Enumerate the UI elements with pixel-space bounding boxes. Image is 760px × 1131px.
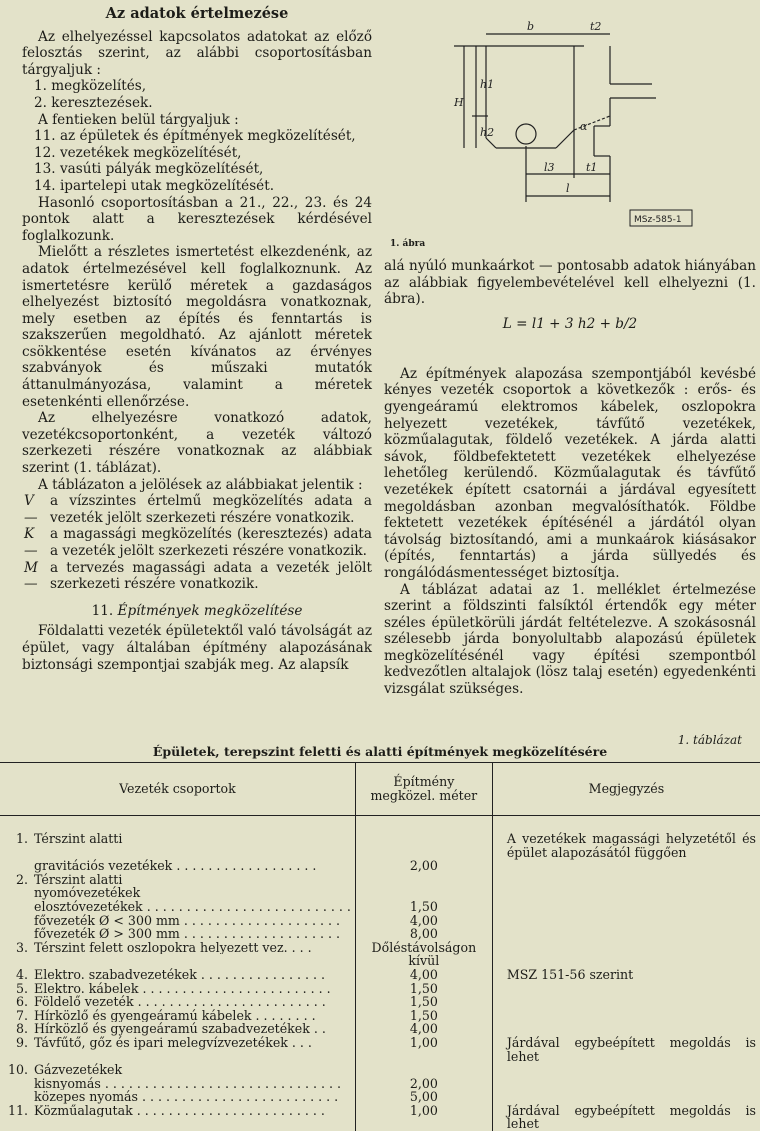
list-item: 12. vezetékek megközelítését, xyxy=(22,145,372,162)
label-alpha: α xyxy=(580,120,588,133)
row-number: 6. xyxy=(4,995,34,1009)
row-label-cell xyxy=(0,1090,355,1104)
figure-caption: 1. ábra xyxy=(390,236,425,253)
row-value: 5,00 xyxy=(355,1090,492,1104)
subsection-heading xyxy=(22,603,372,620)
row-value: 1,50 xyxy=(355,1009,492,1023)
row-label-cell xyxy=(0,886,355,900)
row-number: 4. xyxy=(4,968,34,982)
row-note xyxy=(492,995,760,1009)
figure-1 xyxy=(384,6,756,258)
row-label: Térszint alatti xyxy=(34,873,351,887)
row-number xyxy=(4,1090,34,1104)
table-caption: 1. táblázat xyxy=(678,733,742,747)
definition-item xyxy=(22,493,372,526)
row-note xyxy=(492,1022,760,1036)
paragraph: Az elhelyezéssel kapcsolatos adatokat az előző felosztás szerint, az alábbi csoportosításban tárgyaljuk : xyxy=(22,29,372,79)
row-number xyxy=(4,1077,34,1091)
row-note xyxy=(492,941,760,968)
list-item: 2. keresztezések. xyxy=(22,95,372,112)
paragraph: A fentieken belül tárgyaljuk : xyxy=(22,112,372,129)
row-value: 4,00 xyxy=(355,1022,492,1036)
table-row xyxy=(0,1036,760,1063)
row-number: 9. xyxy=(4,1036,34,1050)
table-header-row xyxy=(0,763,760,816)
row-value: 2,00 xyxy=(355,859,492,873)
table-title: Épületek, terepszint feletti és alatti építmények megközelítésére xyxy=(0,744,760,759)
paragraph: Az építmények alapozása szempontjából kevésbé kényes vezeték csoportok a következők : erős- és gyengeáramú elektromos kábelek, oszlopokra helyezett vezetékek, távfűtő vezetékek, közműalagutak, földelő vezetékek. A járda alatti sávok, földbefektetett vezetékek elhelyezése lehetőleg kerülendő. Közműalagutak és távfűtő vezetékek épített csatornái a járdával egyesített megoldásban azonban megvalósíthatók. Földbe fektetett vezetékek építésénél a járdától olyan távolság biztosítandó, ami a munkaárok kiásásakor (építés, fenntartás) a járda süllyedés és rongálódásmentességet biztosítja. xyxy=(384,366,756,582)
row-label-cell xyxy=(0,1036,355,1063)
table-row xyxy=(0,927,760,941)
definition-text: a vízszintes értelmű megközelítés adata a vezeték jelölt szerkezeti részére vonatkozik. xyxy=(50,493,372,526)
row-number: 1. xyxy=(4,832,34,846)
row-label: Földelő vezeték . . . . . . . . . . . . . . . . . . . . . . . . xyxy=(34,995,351,1009)
row-note xyxy=(492,873,760,887)
row-value: 8,00 xyxy=(355,927,492,941)
row-label: Elektro. kábelek . . . . . . . . . . . . . . . . . . . . . . . . xyxy=(34,982,351,996)
row-label: elosztóvezetékek . . . . . . . . . . . . . . . . . . . . . . . . . . xyxy=(34,900,351,914)
row-label-cell xyxy=(0,995,355,1009)
table-row xyxy=(0,1090,760,1104)
row-label-cell xyxy=(0,816,355,860)
row-value: 1,50 xyxy=(355,995,492,1009)
definition-symbol: M — xyxy=(22,560,50,593)
row-label: Hírközlő és gyengeáramú szabadvezetékek . . xyxy=(34,1022,351,1036)
table-row xyxy=(0,1022,760,1036)
row-value: 1,00 xyxy=(355,1036,492,1063)
row-label: közepes nyomás . . . . . . . . . . . . . . . . . . . . . . . . . xyxy=(34,1090,351,1104)
section-heading: Az adatok értelmezése xyxy=(22,6,372,23)
row-label: Térszint felett oszlopokra helyezett vez. . . . xyxy=(34,941,351,955)
row-label-cell xyxy=(0,1063,355,1077)
table-row xyxy=(0,982,760,996)
label-t1: t1 xyxy=(586,161,597,174)
row-note xyxy=(492,859,760,873)
row-note: A vezetékek magassági helyzetétől és épület alapozásától függően xyxy=(492,816,760,860)
row-number xyxy=(4,927,34,941)
row-note xyxy=(492,1090,760,1104)
label-H: H xyxy=(453,96,464,109)
row-number: 11. xyxy=(4,1104,34,1118)
left-column xyxy=(22,6,372,673)
row-value: 1,50 xyxy=(355,900,492,914)
formula xyxy=(384,316,756,356)
row-note: MSZ 151-56 szerint xyxy=(492,968,760,982)
row-note xyxy=(492,1077,760,1091)
row-number: 3. xyxy=(4,941,34,955)
table-row xyxy=(0,816,760,860)
row-label-cell xyxy=(0,1022,355,1036)
subsection-number: 11. xyxy=(92,603,114,619)
table-row xyxy=(0,1104,760,1131)
row-value xyxy=(355,873,492,887)
row-note xyxy=(492,1009,760,1023)
table-row xyxy=(0,941,760,968)
row-label: Távfűtő, gőz és ipari melegvízvezetékek . . . xyxy=(34,1036,351,1050)
row-number: 2. xyxy=(4,873,34,887)
column-header: Megjegyzés xyxy=(492,763,760,816)
column-header: Építmény megközel. méter xyxy=(355,763,492,816)
row-label: Gázvezetékek xyxy=(34,1063,351,1077)
row-label: Elektro. szabadvezetékek . . . . . . . . . . . . . . . . xyxy=(34,968,351,982)
row-label: kisnyomás . . . . . . . . . . . . . . . . . . . . . . . . . . . . . . xyxy=(34,1077,351,1091)
row-number: 10. xyxy=(4,1063,34,1077)
table-row xyxy=(0,1077,760,1091)
right-column xyxy=(384,6,756,698)
list-item: 1. megközelítés, xyxy=(22,78,372,95)
row-value: 1,50 xyxy=(355,982,492,996)
label-b: b xyxy=(527,20,534,33)
row-value xyxy=(355,1063,492,1077)
data-table xyxy=(0,762,760,1131)
row-label: Hírközlő és gyengeáramú kábelek . . . . . . . . xyxy=(34,1009,351,1023)
table-row xyxy=(0,1063,760,1077)
row-label-cell xyxy=(0,927,355,941)
row-note xyxy=(492,900,760,914)
label-l3: l3 xyxy=(544,161,555,174)
row-label-cell xyxy=(0,873,355,887)
row-label: fővezeték Ø < 300 mm . . . . . . . . . . . . . . . . . . . . xyxy=(34,914,351,928)
table-row xyxy=(0,873,760,887)
row-label: fővezeték Ø > 300 mm . . . . . . . . . . . . . . . . . . . . xyxy=(34,927,351,941)
row-value: 4,00 xyxy=(355,914,492,928)
row-label-cell xyxy=(0,914,355,928)
formula-text: L = l1 + 3 h2 + b/2 xyxy=(503,316,637,332)
paragraph: Hasonló csoportosításban a 21., 22., 23. és 24 pontok alatt a keresztezések kérdésével foglalkozunk. xyxy=(22,195,372,245)
label-l: l xyxy=(566,182,570,195)
list-item: 11. az épületek és építmények megközelítését, xyxy=(22,128,372,145)
row-number xyxy=(4,914,34,928)
row-note xyxy=(492,1063,760,1077)
definition-text: a magassági megközelítés (keresztezés) adata a vezeték jelölt szerkezeti részére vonatkozik. xyxy=(50,526,372,559)
table-row xyxy=(0,900,760,914)
label-t2: t2 xyxy=(590,20,601,33)
definition-item xyxy=(22,560,372,593)
definition-symbol: V — xyxy=(22,493,50,526)
paragraph: A táblázat adatai az 1. melléklet értelmezése szerint a földszinti falsíktól értendők egy méter széles épületkörüli járdát feltételezve. A szokásosnál szélesebb járda bonyolultabb alapozású épületek megközelítésénél vagy építési szempontból kedvezőtlen altalajok (lösz talaj esetén) egyedenkénti vizsgálat szükséges. xyxy=(384,582,756,698)
row-value: 2,00 xyxy=(355,1077,492,1091)
table-body xyxy=(0,816,760,1131)
row-note xyxy=(492,927,760,941)
table-row xyxy=(0,914,760,928)
definition-text: a tervezés magassági adata a vezeték jelölt szerkezeti részére vonatkozik. xyxy=(50,560,372,593)
definition-item xyxy=(22,526,372,559)
row-label: Közműalagutak . . . . . . . . . . . . . . . . . . . . . . . . xyxy=(34,1104,351,1118)
row-label-cell xyxy=(0,859,355,873)
row-value: 4,00 xyxy=(355,968,492,982)
list-item: 13. vasúti pályák megközelítését, xyxy=(22,161,372,178)
row-number xyxy=(4,859,34,873)
paragraph: A táblázaton a jelölések az alábbiakat jelentik : xyxy=(22,477,372,494)
paragraph: Az elhelyezésre vonatkozó adatok, vezetékcsoportonként, a vezeték változó szerkezeti részére vonatkoznak az alábbiak szerint (1. táblázat). xyxy=(22,410,372,476)
row-number: 8. xyxy=(4,1022,34,1036)
row-label: Térszint alatti xyxy=(34,832,351,846)
row-value: Dőléstávolságon kívül xyxy=(355,941,492,968)
row-note xyxy=(492,886,760,900)
subsection-title: Építmények megközelítése xyxy=(118,603,303,619)
table-row xyxy=(0,886,760,900)
row-note xyxy=(492,914,760,928)
row-note: Járdával egybeépített megoldás is lehet xyxy=(492,1104,760,1131)
paragraph: Földalatti vezeték épületektől való távolságát az épület, vagy általában építmény alapozásának biztonsági szempontjai szabják meg. Az alapsík xyxy=(22,623,372,673)
column-header: Vezeték csoportok xyxy=(0,763,355,816)
row-note: Járdával egybeépített megoldás is lehet xyxy=(492,1036,760,1063)
row-value xyxy=(355,886,492,900)
row-label-cell xyxy=(0,1009,355,1023)
row-label-cell xyxy=(0,1104,355,1131)
list-item: 14. ipartelepi utak megközelítését. xyxy=(22,178,372,195)
table-row xyxy=(0,968,760,982)
row-value: 1,00 xyxy=(355,1104,492,1131)
row-label: nyomóvezetékek xyxy=(34,886,351,900)
paragraph: alá nyúló munkaárkot — pontosabb adatok hiányában az alábbiak figyelembevételével kell elhelyezni (1. ábra). xyxy=(384,258,756,308)
row-value xyxy=(355,816,492,860)
label-h2: h2 xyxy=(480,126,494,139)
row-label-cell xyxy=(0,1077,355,1091)
row-number: 7. xyxy=(4,1009,34,1023)
row-label-cell xyxy=(0,982,355,996)
label-h1: h1 xyxy=(480,78,494,91)
row-number xyxy=(4,900,34,914)
table-row xyxy=(0,995,760,1009)
excavation-diagram xyxy=(384,6,756,258)
table-row xyxy=(0,859,760,873)
row-label: gravitációs vezetékek . . . . . . . . . . . . . . . . . . xyxy=(34,859,351,873)
row-number xyxy=(4,886,34,900)
paragraph: Mielőtt a részletes ismertetést elkezdenénk, az adatok értelmezésével kell foglalkoznunk. Az ismertetésre kerülő méretek a gazdaságos elhelyezést biztosító megoldásra vonatkoznak, mely esetben az építés és fenntartás is szakszerűen megoldható. Az ajánlott méretek csökkentése esetén kívánatos az érvényes szabványok és műszaki mutatók áttanulmányozása, valamint a méretek esetenkénti ellenőrzése. xyxy=(22,244,372,410)
table-row xyxy=(0,1009,760,1023)
row-label-cell xyxy=(0,941,355,968)
row-label-cell xyxy=(0,968,355,982)
definition-symbol: K — xyxy=(22,526,50,559)
row-number: 5. xyxy=(4,982,34,996)
row-label-cell xyxy=(0,900,355,914)
standard-stamp: MSz-585-1 xyxy=(634,215,682,225)
row-note xyxy=(492,982,760,996)
